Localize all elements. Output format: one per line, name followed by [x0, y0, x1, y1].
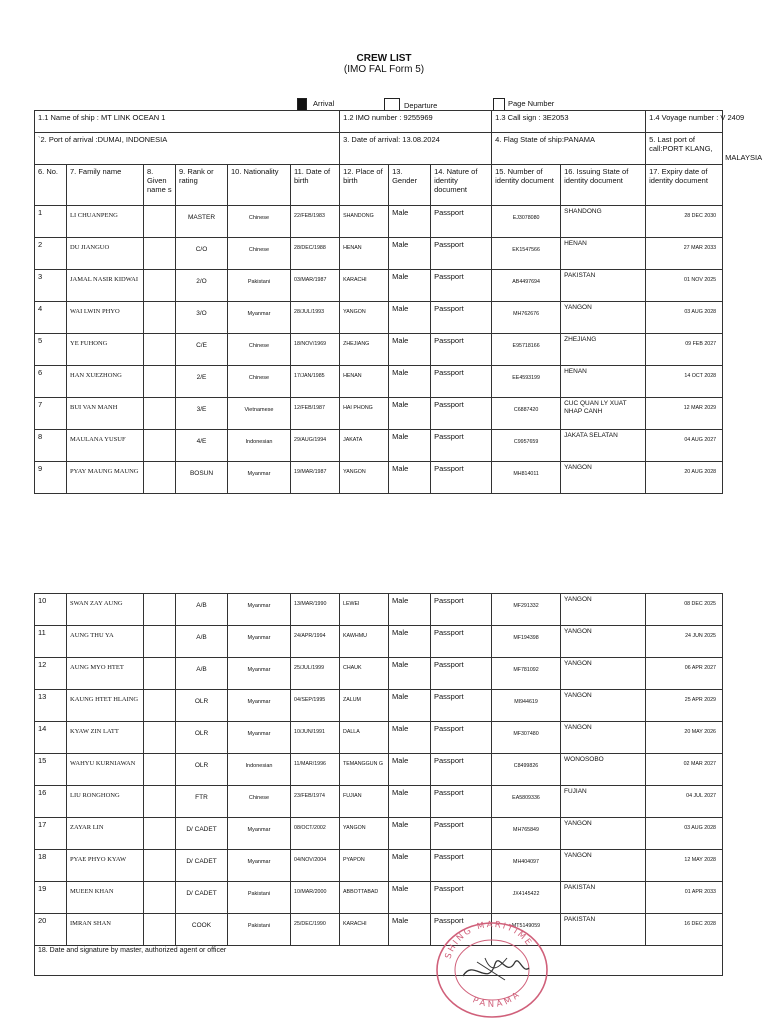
crew-place-of-birth: DALLA — [340, 722, 389, 754]
crew-gender: Male — [389, 626, 431, 658]
crew-given-name — [144, 398, 176, 430]
crew-family-name: JAMAL NASIR KIDWAI — [67, 270, 144, 302]
col-header-given-name: 8. Given name s — [144, 165, 176, 206]
crew-expiry-date: 03 AUG 2028 — [646, 302, 723, 334]
crew-family-name: SWAN ZAY AUNG — [67, 594, 144, 626]
crew-id-document-type: Passport — [431, 206, 492, 238]
crew-gender: Male — [389, 690, 431, 722]
crew-gender: Male — [389, 462, 431, 494]
crew-row — [35, 626, 723, 658]
crew-place-of-birth: CHAUK — [340, 658, 389, 690]
crew-family-name: MAULANA YUSUF — [67, 430, 144, 462]
crew-nationality: Myanmar — [228, 302, 291, 334]
col-header-family-name: 7. Family name — [67, 165, 144, 206]
crew-id-document-type: Passport — [431, 690, 492, 722]
crew-nationality: Myanmar — [228, 626, 291, 658]
crew-id-document-type: Passport — [431, 462, 492, 494]
crew-number: 7 — [35, 398, 67, 430]
date-of-arrival: 3. Date of arrival: 13.08.2024 — [340, 133, 492, 165]
crew-issuing-state: YANGON — [561, 690, 646, 722]
crew-id-document-number: E95718166 — [492, 334, 561, 366]
crew-row — [35, 690, 723, 722]
crew-number: 14 — [35, 722, 67, 754]
crew-row — [35, 914, 723, 946]
crew-rank: D/ CADET — [176, 850, 228, 882]
crew-rank: FTR — [176, 786, 228, 818]
crew-family-name: KAUNG HTET HLAING — [67, 690, 144, 722]
crew-nationality: Vietnamese — [228, 398, 291, 430]
crew-given-name — [144, 626, 176, 658]
signature-strokes — [477, 958, 507, 980]
crew-nationality: Chinese — [228, 786, 291, 818]
crew-nationality: Myanmar — [228, 722, 291, 754]
crew-gender: Male — [389, 398, 431, 430]
crew-row — [35, 882, 723, 914]
crew-given-name — [144, 238, 176, 270]
crew-issuing-state: HENAN — [561, 366, 646, 398]
crew-rank: 3/O — [176, 302, 228, 334]
crew-family-name: KYAW ZIN LATT — [67, 722, 144, 754]
crew-family-name: AUNG MYO HTET — [67, 658, 144, 690]
crew-family-name: AUNG THU YA — [67, 626, 144, 658]
crew-row — [35, 398, 723, 430]
crew-id-document-number: MF781092 — [492, 658, 561, 690]
page-title: CREW LIST — [356, 53, 412, 64]
crew-date-of-birth: 10/MAR/2000 — [291, 882, 340, 914]
crew-nationality: Myanmar — [228, 594, 291, 626]
crew-given-name — [144, 302, 176, 334]
crew-row — [35, 238, 723, 270]
crew-date-of-birth: 04/NOV/2004 — [291, 850, 340, 882]
crew-expiry-date: 12 MAY 2028 — [646, 850, 723, 882]
crew-row — [35, 462, 723, 494]
crew-id-document-number: MI944619 — [492, 690, 561, 722]
crew-nationality: Indonesian — [228, 754, 291, 786]
crew-rank: OLR — [176, 722, 228, 754]
crew-given-name — [144, 658, 176, 690]
crew-gender: Male — [389, 238, 431, 270]
crew-issuing-state: FUJIAN — [561, 786, 646, 818]
crew-row — [35, 270, 723, 302]
crew-id-document-type: Passport — [431, 430, 492, 462]
crew-date-of-birth: 28/JUL/1993 — [291, 302, 340, 334]
crew-expiry-date: 27 MAR 2033 — [646, 238, 723, 270]
crew-issuing-state: PAKISTAN — [561, 914, 646, 946]
crew-date-of-birth: 12/FEB/1987 — [291, 398, 340, 430]
crew-number: 18 — [35, 850, 67, 882]
crew-issuing-state: ZHEJIANG — [561, 334, 646, 366]
crew-id-document-type: Passport — [431, 818, 492, 850]
crew-number: 16 — [35, 786, 67, 818]
crew-place-of-birth: KAWHMU — [340, 626, 389, 658]
crew-nationality: Pakistani — [228, 882, 291, 914]
crew-id-document-number: C9957659 — [492, 430, 561, 462]
crew-number: 12 — [35, 658, 67, 690]
crew-issuing-state: JAKATA SELATAN — [561, 430, 646, 462]
imo-number: 1.2 IMO number : 9255969 — [340, 111, 492, 133]
crew-number: 5 — [35, 334, 67, 366]
crew-date-of-birth: 28/DEC/1988 — [291, 238, 340, 270]
crew-rank: BOSUN — [176, 462, 228, 494]
crew-place-of-birth: TEMANGGUN G — [340, 754, 389, 786]
crew-date-of-birth: 18/NOV/1969 — [291, 334, 340, 366]
crew-issuing-state: HENAN — [561, 238, 646, 270]
ship-name: 1.1 Name of ship : MT LINK OCEAN 1 — [35, 111, 340, 133]
crew-expiry-date: 28 DEC 2030 — [646, 206, 723, 238]
col-header-dob: 11. Date of birth — [291, 165, 340, 206]
crew-id-document-number: C6887420 — [492, 398, 561, 430]
crew-date-of-birth: 10/JUN/1991 — [291, 722, 340, 754]
official-stamp — [433, 918, 551, 1018]
crew-number: 19 — [35, 882, 67, 914]
crew-nationality: Chinese — [228, 238, 291, 270]
crew-row — [35, 430, 723, 462]
crew-id-document-type: Passport — [431, 914, 492, 946]
crew-expiry-date: 04 JUL 2027 — [646, 786, 723, 818]
crew-id-document-number: MF194398 — [492, 626, 561, 658]
crew-family-name: IMRAN SHAN — [67, 914, 144, 946]
crew-row — [35, 754, 723, 786]
arrival-label: Arrival — [313, 99, 335, 108]
crew-row — [35, 366, 723, 398]
crew-id-document-number: EE4593199 — [492, 366, 561, 398]
signature-field[interactable]: 18. Date and signature by master, authorized agent or officer — [35, 946, 723, 976]
crew-number: 9 — [35, 462, 67, 494]
page-number-label: Page Number — [508, 99, 555, 108]
crew-given-name — [144, 786, 176, 818]
crew-gender: Male — [389, 754, 431, 786]
crew-row — [35, 786, 723, 818]
crew-nationality: Chinese — [228, 334, 291, 366]
crew-id-document-number: EK1547566 — [492, 238, 561, 270]
crew-id-document-number: C8499826 — [492, 754, 561, 786]
crew-date-of-birth: 25/DEC/1990 — [291, 914, 340, 946]
crew-id-document-type: Passport — [431, 626, 492, 658]
flag-state: 4. Flag State of ship:PANAMA — [492, 133, 646, 165]
crew-rank: A/B — [176, 626, 228, 658]
crew-expiry-date: 04 AUG 2027 — [646, 430, 723, 462]
crew-date-of-birth: 22/FEB/1983 — [291, 206, 340, 238]
crew-number: 4 — [35, 302, 67, 334]
crew-id-document-number: AB4497694 — [492, 270, 561, 302]
crew-row — [35, 594, 723, 626]
crew-date-of-birth: 03/MAR/1987 — [291, 270, 340, 302]
crew-given-name — [144, 850, 176, 882]
crew-rank: 2/O — [176, 270, 228, 302]
crew-id-document-type: Passport — [431, 238, 492, 270]
crew-place-of-birth: ZALUM — [340, 690, 389, 722]
crew-gender: Male — [389, 594, 431, 626]
crew-number: 13 — [35, 690, 67, 722]
crew-id-document-number: MH762676 — [492, 302, 561, 334]
crew-given-name — [144, 270, 176, 302]
crew-id-document-number: MF307480 — [492, 722, 561, 754]
crew-id-document-type: Passport — [431, 658, 492, 690]
crew-number: 10 — [35, 594, 67, 626]
crew-given-name — [144, 690, 176, 722]
crew-nationality: Myanmar — [228, 818, 291, 850]
crew-rank: D/ CADET — [176, 882, 228, 914]
voyage-number: 1.4 Voyage number : V 2409 — [646, 111, 723, 133]
crew-nationality: Chinese — [228, 366, 291, 398]
crew-given-name — [144, 430, 176, 462]
crew-given-name — [144, 882, 176, 914]
col-header-no: 6. No. — [35, 165, 67, 206]
crew-issuing-state: YANGON — [561, 462, 646, 494]
crew-date-of-birth: 29/AUG/1994 — [291, 430, 340, 462]
crew-gender: Male — [389, 850, 431, 882]
crew-issuing-state: SHANDONG — [561, 206, 646, 238]
crew-issuing-state: YANGON — [561, 594, 646, 626]
crew-expiry-date: 16 DEC 2028 — [646, 914, 723, 946]
crew-rank: C/E — [176, 334, 228, 366]
crew-issuing-state: PAKISTAN — [561, 270, 646, 302]
crew-id-document-type: Passport — [431, 594, 492, 626]
crew-rank: COOK — [176, 914, 228, 946]
crew-date-of-birth: 24/APR/1994 — [291, 626, 340, 658]
crew-place-of-birth: YANGON — [340, 462, 389, 494]
crew-family-name: YE FUHONG — [67, 334, 144, 366]
col-header-expiry: 17. Expiry date of identity document — [646, 165, 723, 206]
crew-expiry-date: 06 APR 2027 — [646, 658, 723, 690]
crew-rank: D/ CADET — [176, 818, 228, 850]
crew-family-name: PYAE PHYO KYAW — [67, 850, 144, 882]
crew-given-name — [144, 754, 176, 786]
crew-gender: Male — [389, 206, 431, 238]
crew-date-of-birth: 25/JUL/1999 — [291, 658, 340, 690]
crew-date-of-birth: 11/MAR/1996 — [291, 754, 340, 786]
crew-row — [35, 334, 723, 366]
crew-rank: A/B — [176, 658, 228, 690]
crew-gender: Male — [389, 430, 431, 462]
crew-expiry-date: 02 MAR 2027 — [646, 754, 723, 786]
crew-nationality: Myanmar — [228, 658, 291, 690]
crew-given-name — [144, 914, 176, 946]
crew-row — [35, 722, 723, 754]
port-of-arrival: `2. Port of arrival :DUMAI, INDONESIA — [35, 133, 340, 165]
crew-rank: 4/E — [176, 430, 228, 462]
crew-place-of-birth: ZHEJIANG — [340, 334, 389, 366]
crew-id-document-type: Passport — [431, 882, 492, 914]
crew-id-document-type: Passport — [431, 334, 492, 366]
departure-label: Departure — [404, 101, 438, 110]
crew-expiry-date: 08 DEC 2025 — [646, 594, 723, 626]
crew-expiry-date: 25 APR 2029 — [646, 690, 723, 722]
last-port-line-1: 5. Last port of call:PORT KLANG, — [649, 135, 713, 153]
crew-family-name: LIU RONGHONG — [67, 786, 144, 818]
crew-rank: C/O — [176, 238, 228, 270]
crew-date-of-birth: 23/FEB/1974 — [291, 786, 340, 818]
crew-id-document-type: Passport — [431, 366, 492, 398]
crew-date-of-birth: 13/MAR/1990 — [291, 594, 340, 626]
crew-given-name — [144, 462, 176, 494]
crew-list-table-bottom — [34, 593, 723, 976]
col-header-pob: 12. Place of birth — [340, 165, 389, 206]
crew-place-of-birth: FUJIAN — [340, 786, 389, 818]
crew-place-of-birth: ABBOTTABAD — [340, 882, 389, 914]
crew-id-document-number: MH765849 — [492, 818, 561, 850]
crew-rank: OLR — [176, 754, 228, 786]
crew-nationality: Myanmar — [228, 850, 291, 882]
crew-family-name: HAN XUEZHONG — [67, 366, 144, 398]
crew-nationality: Myanmar — [228, 462, 291, 494]
crew-expiry-date: 03 AUG 2028 — [646, 818, 723, 850]
crew-nationality: Pakistani — [228, 914, 291, 946]
crew-issuing-state: YANGON — [561, 658, 646, 690]
stamp-text-bottom: PANAMA — [470, 988, 524, 1010]
crew-place-of-birth: HENAN — [340, 366, 389, 398]
crew-place-of-birth: YANGON — [340, 302, 389, 334]
crew-family-name: MUEEN KHAN — [67, 882, 144, 914]
crew-gender: Male — [389, 658, 431, 690]
crew-row — [35, 850, 723, 882]
crew-number: 17 — [35, 818, 67, 850]
col-header-nationality: 10. Nationality — [228, 165, 291, 206]
crew-given-name — [144, 366, 176, 398]
crew-place-of-birth: KARACHI — [340, 914, 389, 946]
crew-place-of-birth: JAKATA — [340, 430, 389, 462]
crew-expiry-date: 01 APR 2033 — [646, 882, 723, 914]
crew-rank: A/B — [176, 594, 228, 626]
crew-number: 6 — [35, 366, 67, 398]
crew-number: 8 — [35, 430, 67, 462]
crew-issuing-state: PAKISTAN — [561, 882, 646, 914]
crew-id-document-number: MH814011 — [492, 462, 561, 494]
crew-given-name — [144, 818, 176, 850]
crew-id-document-type: Passport — [431, 722, 492, 754]
col-header-gender: 13. Gender — [389, 165, 431, 206]
crew-number: 3 — [35, 270, 67, 302]
crew-id-document-type: Passport — [431, 754, 492, 786]
call-sign: 1.3 Call sign : 3E2053 — [492, 111, 646, 133]
crew-rank: 2/E — [176, 366, 228, 398]
crew-family-name: DU JIANGUO — [67, 238, 144, 270]
crew-number: 20 — [35, 914, 67, 946]
crew-place-of-birth: PYAPON — [340, 850, 389, 882]
crew-row — [35, 302, 723, 334]
crew-gender: Male — [389, 914, 431, 946]
crew-id-document-number: EA5809336 — [492, 786, 561, 818]
crew-id-document-type: Passport — [431, 850, 492, 882]
crew-gender: Male — [389, 882, 431, 914]
crew-given-name — [144, 206, 176, 238]
crew-place-of-birth: LEWEI — [340, 594, 389, 626]
crew-issuing-state: WONOSOBO — [561, 754, 646, 786]
col-header-id-nature: 14. Nature of identity document — [431, 165, 492, 206]
crew-expiry-date: 01 NOV 2025 — [646, 270, 723, 302]
crew-family-name: WAI LWIN PHYO — [67, 302, 144, 334]
crew-issuing-state: YANGON — [561, 722, 646, 754]
crew-id-document-number: MF291332 — [492, 594, 561, 626]
crew-row — [35, 206, 723, 238]
crew-rank: OLR — [176, 690, 228, 722]
page-subtitle: (IMO FAL Form 5) — [343, 64, 425, 75]
crew-date-of-birth: 19/MAR/1987 — [291, 462, 340, 494]
crew-row — [35, 818, 723, 850]
crew-id-document-type: Passport — [431, 786, 492, 818]
crew-place-of-birth: SHANDONG — [340, 206, 389, 238]
crew-row — [35, 658, 723, 690]
crew-family-name: PYAY MAUNG MAUNG — [67, 462, 144, 494]
crew-gender: Male — [389, 334, 431, 366]
crew-issuing-state: YANGON — [561, 626, 646, 658]
last-port-of-call — [646, 133, 763, 165]
crew-rank: 3/E — [176, 398, 228, 430]
crew-expiry-date: 09 FEB 2027 — [646, 334, 723, 366]
crew-number: 2 — [35, 238, 67, 270]
crew-place-of-birth: YANGON — [340, 818, 389, 850]
crew-id-document-number: JX4145422 — [492, 882, 561, 914]
col-header-rank: 9. Rank or rating — [176, 165, 228, 206]
crew-given-name — [144, 334, 176, 366]
crew-place-of-birth: HENAN — [340, 238, 389, 270]
crew-nationality: Chinese — [228, 206, 291, 238]
crew-id-document-type: Passport — [431, 398, 492, 430]
crew-number: 1 — [35, 206, 67, 238]
crew-issuing-state: CUC QUAN LY XUAT NHAP CANH — [561, 398, 646, 430]
crew-id-document-number: EJ3078080 — [492, 206, 561, 238]
crew-family-name: BUI VAN MANH — [67, 398, 144, 430]
crew-id-document-type: Passport — [431, 270, 492, 302]
crew-expiry-date: 24 JUN 2025 — [646, 626, 723, 658]
crew-number: 11 — [35, 626, 67, 658]
crew-issuing-state: YANGON — [561, 818, 646, 850]
crew-expiry-date: 12 MAR 2029 — [646, 398, 723, 430]
crew-id-document-number: MT5149059 — [492, 914, 561, 946]
crew-rank: MASTER — [176, 206, 228, 238]
crew-expiry-date: 20 AUG 2028 — [646, 462, 723, 494]
stamp-text-top: SHING MARITIME — [443, 919, 535, 961]
crew-nationality: Pakistani — [228, 270, 291, 302]
crew-expiry-date: 14 OCT 2028 — [646, 366, 723, 398]
crew-place-of-birth: HAI PHONG — [340, 398, 389, 430]
crew-expiry-date: 20 MAY 2026 — [646, 722, 723, 754]
crew-given-name — [144, 722, 176, 754]
crew-date-of-birth: 08/OCT/2002 — [291, 818, 340, 850]
crew-issuing-state: YANGON — [561, 850, 646, 882]
crew-family-name: WAHYU KURNIAWAN — [67, 754, 144, 786]
crew-id-document-type: Passport — [431, 302, 492, 334]
crew-list-table-top — [34, 110, 763, 494]
col-header-issuing-state: 16. Issuing State of identity document — [561, 165, 646, 206]
crew-nationality: Myanmar — [228, 690, 291, 722]
last-port-line-2: MALAYSIA — [725, 153, 763, 162]
crew-date-of-birth: 17/JAN/1985 — [291, 366, 340, 398]
col-header-id-number: 15. Number of identity document — [492, 165, 561, 206]
crew-number: 15 — [35, 754, 67, 786]
crew-family-name: ZAYAR LIN — [67, 818, 144, 850]
crew-gender: Male — [389, 270, 431, 302]
crew-given-name — [144, 594, 176, 626]
crew-gender: Male — [389, 818, 431, 850]
crew-gender: Male — [389, 366, 431, 398]
crew-gender: Male — [389, 786, 431, 818]
crew-nationality: Indonesian — [228, 430, 291, 462]
crew-family-name: LI CHUANPENG — [67, 206, 144, 238]
crew-gender: Male — [389, 302, 431, 334]
crew-gender: Male — [389, 722, 431, 754]
crew-place-of-birth: KARACHI — [340, 270, 389, 302]
crew-issuing-state: YANGON — [561, 302, 646, 334]
crew-date-of-birth: 04/SEP/1995 — [291, 690, 340, 722]
crew-id-document-number: MH404097 — [492, 850, 561, 882]
